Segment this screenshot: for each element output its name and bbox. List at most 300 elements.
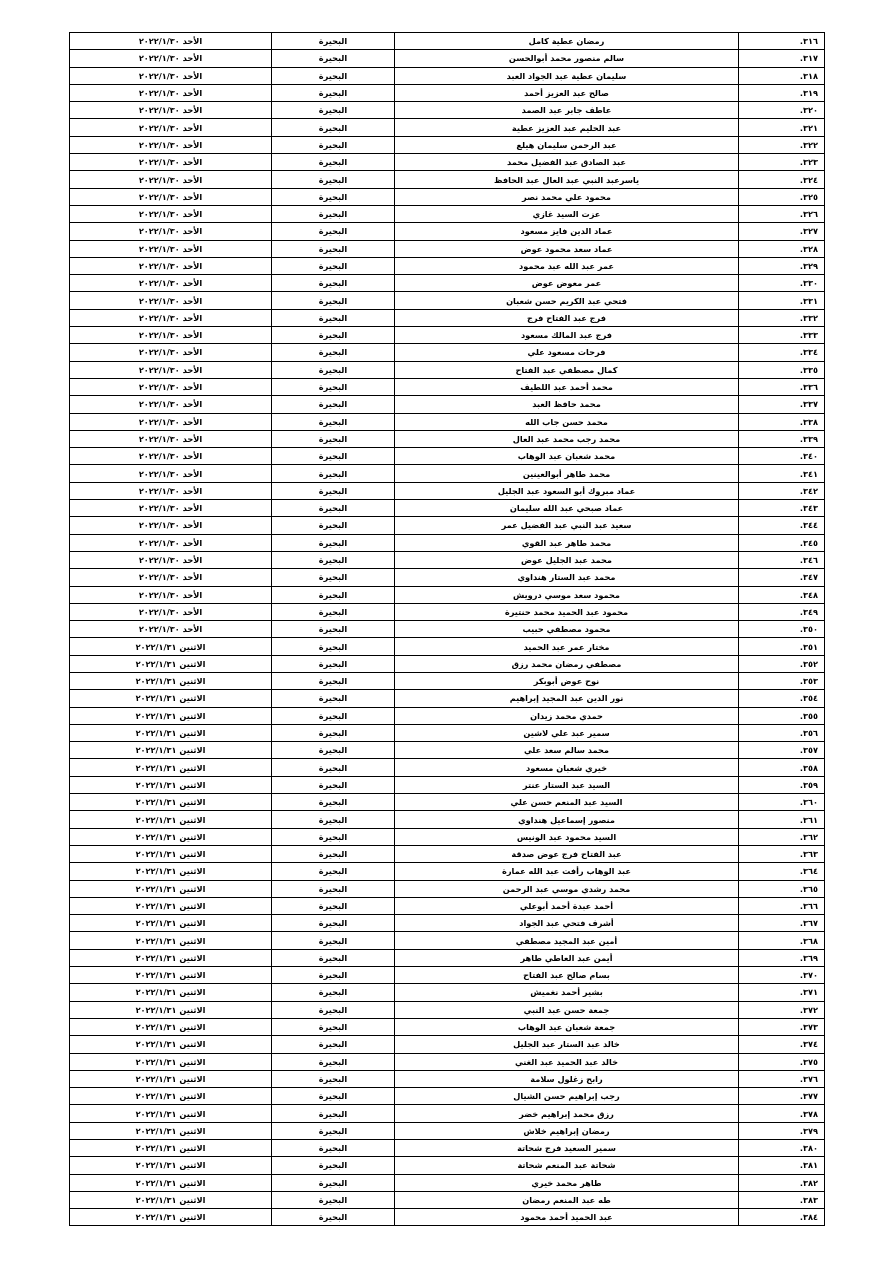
table-row: [70, 448, 825, 465]
governorate-cell: البحيرة: [272, 621, 395, 638]
governorate-cell: البحيرة: [272, 84, 395, 101]
date-cell: الاثنين ٢٠٢٢/١/٣١: [70, 776, 272, 793]
date-cell: الأحد ٢٠٢٢/١/٣٠: [70, 327, 272, 344]
date-cell: الأحد ٢٠٢٢/١/٣٠: [70, 119, 272, 136]
row-number-cell: ٣٣٨.: [739, 413, 825, 430]
table-row: [70, 223, 825, 240]
row-number-cell: ٣١٧.: [739, 50, 825, 67]
person-name-cell: محمد شعبان عبد الوهاب: [395, 448, 739, 465]
table-row: [70, 1053, 825, 1070]
date-cell: الأحد ٢٠٢٢/١/٣٠: [70, 517, 272, 534]
date-cell: الاثنين ٢٠٢٢/١/٣١: [70, 845, 272, 862]
governorate-cell: البحيرة: [272, 794, 395, 811]
person-name-cell: حمدي محمد زيدان: [395, 707, 739, 724]
row-number-cell: ٣٤٠.: [739, 448, 825, 465]
row-number-cell: ٣٤٤.: [739, 517, 825, 534]
row-number-cell: ٣٥٥.: [739, 707, 825, 724]
row-number-cell: ٣٢٨.: [739, 240, 825, 257]
person-name-cell: خالد عبد الستار عبد الجليل: [395, 1036, 739, 1053]
date-cell: الاثنين ٢٠٢٢/١/٣١: [70, 932, 272, 949]
person-name-cell: أشرف فتحي عبد الجواد: [395, 915, 739, 932]
table-row: [70, 897, 825, 914]
date-cell: الأحد ٢٠٢٢/١/٣٠: [70, 534, 272, 551]
table-row: [70, 102, 825, 119]
row-number-cell: ٣٧٧.: [739, 1088, 825, 1105]
row-number-cell: ٣٤٧.: [739, 569, 825, 586]
table-row: [70, 1122, 825, 1139]
governorate-cell: البحيرة: [272, 205, 395, 222]
governorate-cell: البحيرة: [272, 517, 395, 534]
row-number-cell: ٣٥٤.: [739, 690, 825, 707]
row-number-cell: ٣٧٣.: [739, 1018, 825, 1035]
row-number-cell: ٣٧١.: [739, 984, 825, 1001]
governorate-cell: البحيرة: [272, 413, 395, 430]
person-name-cell: محمد حافظ العبد: [395, 396, 739, 413]
person-name-cell: أمين عبد المجيد مصطفي: [395, 932, 739, 949]
table-row: [70, 932, 825, 949]
date-cell: الأحد ٢٠٢٢/١/٣٠: [70, 154, 272, 171]
row-number-cell: ٣٨١.: [739, 1157, 825, 1174]
governorate-cell: البحيرة: [272, 33, 395, 50]
table-row: [70, 378, 825, 395]
person-name-cell: عمر عبد الله عبد محمود: [395, 257, 739, 274]
date-cell: الأحد ٢٠٢٢/١/٣٠: [70, 465, 272, 482]
date-cell: الاثنين ٢٠٢٢/١/٣١: [70, 1157, 272, 1174]
table-row: [70, 551, 825, 568]
person-name-cell: السيد محمود عبد الونيس: [395, 828, 739, 845]
person-name-cell: طه عبد المنعم رمضان: [395, 1191, 739, 1208]
governorate-cell: البحيرة: [272, 551, 395, 568]
row-number-cell: ٣٧٤.: [739, 1036, 825, 1053]
table-row: [70, 482, 825, 499]
row-number-cell: ٣٧٥.: [739, 1053, 825, 1070]
table-row: [70, 1209, 825, 1226]
table-row: [70, 517, 825, 534]
row-number-cell: ٣٣٩.: [739, 430, 825, 447]
governorate-cell: البحيرة: [272, 1105, 395, 1122]
row-number-cell: ٣٢٩.: [739, 257, 825, 274]
table-row: [70, 759, 825, 776]
row-number-cell: ٣٢٣.: [739, 154, 825, 171]
person-name-cell: عبد الحليم عبد العزيز عطية: [395, 119, 739, 136]
governorate-cell: البحيرة: [272, 119, 395, 136]
date-cell: الأحد ٢٠٢٢/١/٣٠: [70, 586, 272, 603]
governorate-cell: البحيرة: [272, 465, 395, 482]
table-row: [70, 672, 825, 689]
governorate-cell: البحيرة: [272, 1157, 395, 1174]
row-number-cell: ٣٢٤.: [739, 171, 825, 188]
person-name-cell: محمود مصطفي حبيب: [395, 621, 739, 638]
person-name-cell: محمد رشدي موسي عبد الرحمن: [395, 880, 739, 897]
table-row: [70, 67, 825, 84]
table-row: [70, 1140, 825, 1157]
date-cell: الاثنين ٢٠٢٢/١/٣١: [70, 828, 272, 845]
table-row: [70, 136, 825, 153]
governorate-cell: البحيرة: [272, 327, 395, 344]
date-cell: الأحد ٢٠٢٢/١/٣٠: [70, 500, 272, 517]
governorate-cell: البحيرة: [272, 811, 395, 828]
row-number-cell: ٣٦٢.: [739, 828, 825, 845]
governorate-cell: البحيرة: [272, 344, 395, 361]
records-table: [69, 32, 825, 1226]
table-row: [70, 984, 825, 1001]
governorate-cell: البحيرة: [272, 430, 395, 447]
governorate-cell: البحيرة: [272, 932, 395, 949]
table-row: [70, 569, 825, 586]
governorate-cell: البحيرة: [272, 967, 395, 984]
row-number-cell: ٣٤٦.: [739, 551, 825, 568]
date-cell: الأحد ٢٠٢٢/١/٣٠: [70, 33, 272, 50]
table-row: [70, 257, 825, 274]
row-number-cell: ٣٧٠.: [739, 967, 825, 984]
date-cell: الأحد ٢٠٢٢/١/٣٠: [70, 396, 272, 413]
date-cell: الأحد ٢٠٢٢/١/٣٠: [70, 361, 272, 378]
table-row: [70, 500, 825, 517]
person-name-cell: السيد عبد الستار عنتر: [395, 776, 739, 793]
table-row: [70, 430, 825, 447]
date-cell: الاثنين ٢٠٢٢/١/٣١: [70, 949, 272, 966]
table-row: [70, 33, 825, 50]
date-cell: الاثنين ٢٠٢٢/١/٣١: [70, 655, 272, 672]
person-name-cell: فرحات مسعود علي: [395, 344, 739, 361]
person-name-cell: محمد رجب محمد عبد العال: [395, 430, 739, 447]
row-number-cell: ٣٨٠.: [739, 1140, 825, 1157]
table-row: [70, 1036, 825, 1053]
governorate-cell: البحيرة: [272, 1053, 395, 1070]
table-row: [70, 205, 825, 222]
row-number-cell: ٣٧٨.: [739, 1105, 825, 1122]
table-row: [70, 1191, 825, 1208]
governorate-cell: البحيرة: [272, 396, 395, 413]
row-number-cell: ٣٤١.: [739, 465, 825, 482]
governorate-cell: البحيرة: [272, 136, 395, 153]
row-number-cell: ٣٣٠.: [739, 275, 825, 292]
governorate-cell: البحيرة: [272, 776, 395, 793]
date-cell: الأحد ٢٠٢٢/١/٣٠: [70, 205, 272, 222]
table-row: [70, 344, 825, 361]
table-row: [70, 690, 825, 707]
row-number-cell: ٣٥١.: [739, 638, 825, 655]
table-row: [70, 655, 825, 672]
governorate-cell: البحيرة: [272, 984, 395, 1001]
person-name-cell: عماد صبحي عبد الله سليمان: [395, 500, 739, 517]
person-name-cell: نوح عوض أبوبكر: [395, 672, 739, 689]
date-cell: الاثنين ٢٠٢٢/١/٣١: [70, 880, 272, 897]
governorate-cell: البحيرة: [272, 171, 395, 188]
governorate-cell: البحيرة: [272, 897, 395, 914]
person-name-cell: عمر معوض عوض: [395, 275, 739, 292]
person-name-cell: شحاتة عبد المنعم شحاتة: [395, 1157, 739, 1174]
row-number-cell: ٣٦٧.: [739, 915, 825, 932]
governorate-cell: البحيرة: [272, 759, 395, 776]
table-row: [70, 828, 825, 845]
table-row: [70, 465, 825, 482]
person-name-cell: عبد الصادق عبد الفضيل محمد: [395, 154, 739, 171]
governorate-cell: البحيرة: [272, 603, 395, 620]
person-name-cell: عبد الرحمن سليمان هيلع: [395, 136, 739, 153]
date-cell: الاثنين ٢٠٢٢/١/٣١: [70, 967, 272, 984]
date-cell: الاثنين ٢٠٢٢/١/٣١: [70, 1122, 272, 1139]
table-row: [70, 309, 825, 326]
date-cell: الاثنين ٢٠٢٢/١/٣١: [70, 915, 272, 932]
person-name-cell: محمد سالم سعد علي: [395, 742, 739, 759]
person-name-cell: جمعة شعبان عبد الوهاب: [395, 1018, 739, 1035]
table-row: [70, 50, 825, 67]
row-number-cell: ٣٤٩.: [739, 603, 825, 620]
date-cell: الاثنين ٢٠٢٢/١/٣١: [70, 690, 272, 707]
person-name-cell: صالح عبد العزيز أحمد: [395, 84, 739, 101]
table-row: [70, 361, 825, 378]
person-name-cell: سمير عبد علي لاشين: [395, 724, 739, 741]
governorate-cell: البحيرة: [272, 361, 395, 378]
governorate-cell: البحيرة: [272, 240, 395, 257]
person-name-cell: كمال مصطفي عبد الفتاح: [395, 361, 739, 378]
date-cell: الأحد ٢٠٢٢/١/٣٠: [70, 378, 272, 395]
row-number-cell: ٣٣١.: [739, 292, 825, 309]
date-cell: الاثنين ٢٠٢٢/١/٣١: [70, 1209, 272, 1226]
row-number-cell: ٣٣٤.: [739, 344, 825, 361]
person-name-cell: محمود علي محمد نصر: [395, 188, 739, 205]
person-name-cell: مصطفي رمضان محمد رزق: [395, 655, 739, 672]
table-row: [70, 742, 825, 759]
table-row: [70, 845, 825, 862]
row-number-cell: ٣٢٧.: [739, 223, 825, 240]
table-row: [70, 396, 825, 413]
governorate-cell: البحيرة: [272, 586, 395, 603]
person-name-cell: مختار عمر عبد الحميد: [395, 638, 739, 655]
row-number-cell: ٣٦٦.: [739, 897, 825, 914]
date-cell: الأحد ٢٠٢٢/١/٣٠: [70, 188, 272, 205]
person-name-cell: سعيد عبد النبي عبد الفضيل عمر: [395, 517, 739, 534]
person-name-cell: رجب إبراهيم حسن الشيال: [395, 1088, 739, 1105]
row-number-cell: ٣٣٧.: [739, 396, 825, 413]
person-name-cell: رمضان إبراهيم خلاش: [395, 1122, 739, 1139]
table-row: [70, 1070, 825, 1087]
governorate-cell: البحيرة: [272, 482, 395, 499]
table-row: [70, 1157, 825, 1174]
date-cell: الاثنين ٢٠٢٢/١/٣١: [70, 1036, 272, 1053]
date-cell: الاثنين ٢٠٢٢/١/٣١: [70, 1053, 272, 1070]
row-number-cell: ٣٦٣.: [739, 845, 825, 862]
row-number-cell: ٣٨٣.: [739, 1191, 825, 1208]
table-row: [70, 621, 825, 638]
governorate-cell: البحيرة: [272, 828, 395, 845]
governorate-cell: البحيرة: [272, 1122, 395, 1139]
governorate-cell: البحيرة: [272, 1088, 395, 1105]
person-name-cell: عماد الدين فايز مسعود: [395, 223, 739, 240]
person-name-cell: عزت السيد غازي: [395, 205, 739, 222]
governorate-cell: البحيرة: [272, 845, 395, 862]
person-name-cell: عماد سعد محمود عوض: [395, 240, 739, 257]
governorate-cell: البحيرة: [272, 1018, 395, 1035]
date-cell: الاثنين ٢٠٢٢/١/٣١: [70, 759, 272, 776]
table-row: [70, 915, 825, 932]
date-cell: الأحد ٢٠٢٢/١/٣٠: [70, 171, 272, 188]
person-name-cell: أحمد عبدة أحمد أبوعلي: [395, 897, 739, 914]
person-name-cell: محمد طاهر أبوالعينين: [395, 465, 739, 482]
person-name-cell: فرج عبد المالك مسعود: [395, 327, 739, 344]
person-name-cell: محمد عبد الجليل عوض: [395, 551, 739, 568]
row-number-cell: ٣٥٦.: [739, 724, 825, 741]
table-row: [70, 1088, 825, 1105]
table-row: [70, 171, 825, 188]
row-number-cell: ٣٣٥.: [739, 361, 825, 378]
table-row: [70, 1174, 825, 1191]
row-number-cell: ٣٦٨.: [739, 932, 825, 949]
date-cell: الأحد ٢٠٢٢/١/٣٠: [70, 482, 272, 499]
row-number-cell: ٣٢٥.: [739, 188, 825, 205]
governorate-cell: البحيرة: [272, 1001, 395, 1018]
person-name-cell: محمد طاهر عبد القوي: [395, 534, 739, 551]
person-name-cell: عماد مبروك أبو السعود عبد الجليل: [395, 482, 739, 499]
governorate-cell: البحيرة: [272, 863, 395, 880]
date-cell: الأحد ٢٠٢٢/١/٣٠: [70, 309, 272, 326]
governorate-cell: البحيرة: [272, 292, 395, 309]
person-name-cell: عبد الوهاب رأفت عبد الله عمارة: [395, 863, 739, 880]
governorate-cell: البحيرة: [272, 500, 395, 517]
date-cell: الأحد ٢٠٢٢/١/٣٠: [70, 50, 272, 67]
person-name-cell: منصور إسماعيل هنداوي: [395, 811, 739, 828]
person-name-cell: سمير السعيد فرج شحاتة: [395, 1140, 739, 1157]
date-cell: الأحد ٢٠٢٢/١/٣٠: [70, 257, 272, 274]
person-name-cell: السيد عبد المنعم حسن علي: [395, 794, 739, 811]
date-cell: الأحد ٢٠٢٢/١/٣٠: [70, 569, 272, 586]
governorate-cell: البحيرة: [272, 724, 395, 741]
governorate-cell: البحيرة: [272, 67, 395, 84]
governorate-cell: البحيرة: [272, 569, 395, 586]
governorate-cell: البحيرة: [272, 448, 395, 465]
table-row: [70, 724, 825, 741]
person-name-cell: عبد الحميد أحمد محمود: [395, 1209, 739, 1226]
row-number-cell: ٣٤٨.: [739, 586, 825, 603]
table-row: [70, 586, 825, 603]
date-cell: الأحد ٢٠٢٢/١/٣٠: [70, 67, 272, 84]
governorate-cell: البحيرة: [272, 50, 395, 67]
person-name-cell: محمود عبد الحميد محمد حنتيرة: [395, 603, 739, 620]
governorate-cell: البحيرة: [272, 672, 395, 689]
row-number-cell: ٣٢٦.: [739, 205, 825, 222]
table-row: [70, 154, 825, 171]
row-number-cell: ٣٥٩.: [739, 776, 825, 793]
row-number-cell: ٣٨٤.: [739, 1209, 825, 1226]
table-row: [70, 275, 825, 292]
table-row: [70, 327, 825, 344]
row-number-cell: ٣٥٨.: [739, 759, 825, 776]
row-number-cell: ٣٥٧.: [739, 742, 825, 759]
date-cell: الأحد ٢٠٢٢/١/٣٠: [70, 102, 272, 119]
records-table-body: [70, 33, 825, 1226]
table-row: [70, 119, 825, 136]
row-number-cell: ٣٤٥.: [739, 534, 825, 551]
governorate-cell: البحيرة: [272, 880, 395, 897]
person-name-cell: طاهر محمد خيري: [395, 1174, 739, 1191]
row-number-cell: ٣٣٦.: [739, 378, 825, 395]
governorate-cell: البحيرة: [272, 1191, 395, 1208]
date-cell: الاثنين ٢٠٢٢/١/٣١: [70, 1088, 272, 1105]
table-row: [70, 603, 825, 620]
governorate-cell: البحيرة: [272, 309, 395, 326]
date-cell: الاثنين ٢٠٢٢/١/٣١: [70, 1105, 272, 1122]
table-row: [70, 240, 825, 257]
governorate-cell: البحيرة: [272, 690, 395, 707]
person-name-cell: رابح زغلول سلامة: [395, 1070, 739, 1087]
date-cell: الأحد ٢٠٢٢/١/٣٠: [70, 275, 272, 292]
date-cell: الاثنين ٢٠٢٢/١/٣١: [70, 724, 272, 741]
person-name-cell: رزق محمد إبراهيم خضر: [395, 1105, 739, 1122]
date-cell: الاثنين ٢٠٢٢/١/٣١: [70, 1140, 272, 1157]
person-name-cell: محمد حسن جاب الله: [395, 413, 739, 430]
date-cell: الأحد ٢٠٢٢/١/٣٠: [70, 292, 272, 309]
table-row: [70, 188, 825, 205]
table-row: [70, 794, 825, 811]
governorate-cell: البحيرة: [272, 378, 395, 395]
table-row: [70, 1105, 825, 1122]
governorate-cell: البحيرة: [272, 257, 395, 274]
row-number-cell: ٣٧٩.: [739, 1122, 825, 1139]
date-cell: الاثنين ٢٠٢٢/١/٣١: [70, 1018, 272, 1035]
row-number-cell: ٣٥٣.: [739, 672, 825, 689]
governorate-cell: البحيرة: [272, 742, 395, 759]
governorate-cell: البحيرة: [272, 102, 395, 119]
date-cell: الاثنين ٢٠٢٢/١/٣١: [70, 742, 272, 759]
governorate-cell: البحيرة: [272, 655, 395, 672]
row-number-cell: ٣٦٥.: [739, 880, 825, 897]
person-name-cell: محمد عبد الستار هنداوي: [395, 569, 739, 586]
row-number-cell: ٣٤٢.: [739, 482, 825, 499]
row-number-cell: ٣٧٢.: [739, 1001, 825, 1018]
date-cell: الأحد ٢٠٢٢/١/٣٠: [70, 240, 272, 257]
person-name-cell: جمعة حسن عبد النبي: [395, 1001, 739, 1018]
table-row: [70, 880, 825, 897]
date-cell: الأحد ٢٠٢٢/١/٣٠: [70, 621, 272, 638]
governorate-cell: البحيرة: [272, 915, 395, 932]
row-number-cell: ٣٦٩.: [739, 949, 825, 966]
row-number-cell: ٣٧٦.: [739, 1070, 825, 1087]
table-row: [70, 292, 825, 309]
date-cell: الأحد ٢٠٢٢/١/٣٠: [70, 603, 272, 620]
row-number-cell: ٣٥٢.: [739, 655, 825, 672]
governorate-cell: البحيرة: [272, 534, 395, 551]
table-row: [70, 949, 825, 966]
person-name-cell: ياسرعبد النبي عبد العال عبد الحافظ: [395, 171, 739, 188]
date-cell: الأحد ٢٠٢٢/١/٣٠: [70, 448, 272, 465]
person-name-cell: عبد الفتاح فرج عوض صدقة: [395, 845, 739, 862]
row-number-cell: ٣٥٠.: [739, 621, 825, 638]
row-number-cell: ٣٣٢.: [739, 309, 825, 326]
person-name-cell: خالد عبد الحميد عبد الغني: [395, 1053, 739, 1070]
date-cell: الاثنين ٢٠٢٢/١/٣١: [70, 672, 272, 689]
person-name-cell: سليمان عطية عبد الجواد العبد: [395, 67, 739, 84]
row-number-cell: ٣١٩.: [739, 84, 825, 101]
governorate-cell: البحيرة: [272, 707, 395, 724]
governorate-cell: البحيرة: [272, 275, 395, 292]
governorate-cell: البحيرة: [272, 1209, 395, 1226]
table-row: [70, 1018, 825, 1035]
governorate-cell: البحيرة: [272, 1070, 395, 1087]
table-row: [70, 776, 825, 793]
row-number-cell: ٣٣٣.: [739, 327, 825, 344]
person-name-cell: نور الدين عبد المجيد إبراهيم: [395, 690, 739, 707]
person-name-cell: أيمن عبد العاطي طاهر: [395, 949, 739, 966]
person-name-cell: سالم منصور محمد أبوالحسن: [395, 50, 739, 67]
date-cell: الاثنين ٢٠٢٢/١/٣١: [70, 984, 272, 1001]
table-row: [70, 413, 825, 430]
governorate-cell: البحيرة: [272, 638, 395, 655]
table-row: [70, 638, 825, 655]
row-number-cell: ٣١٨.: [739, 67, 825, 84]
person-name-cell: خيري شعبان مسعود: [395, 759, 739, 776]
date-cell: الاثنين ٢٠٢٢/١/٣١: [70, 863, 272, 880]
